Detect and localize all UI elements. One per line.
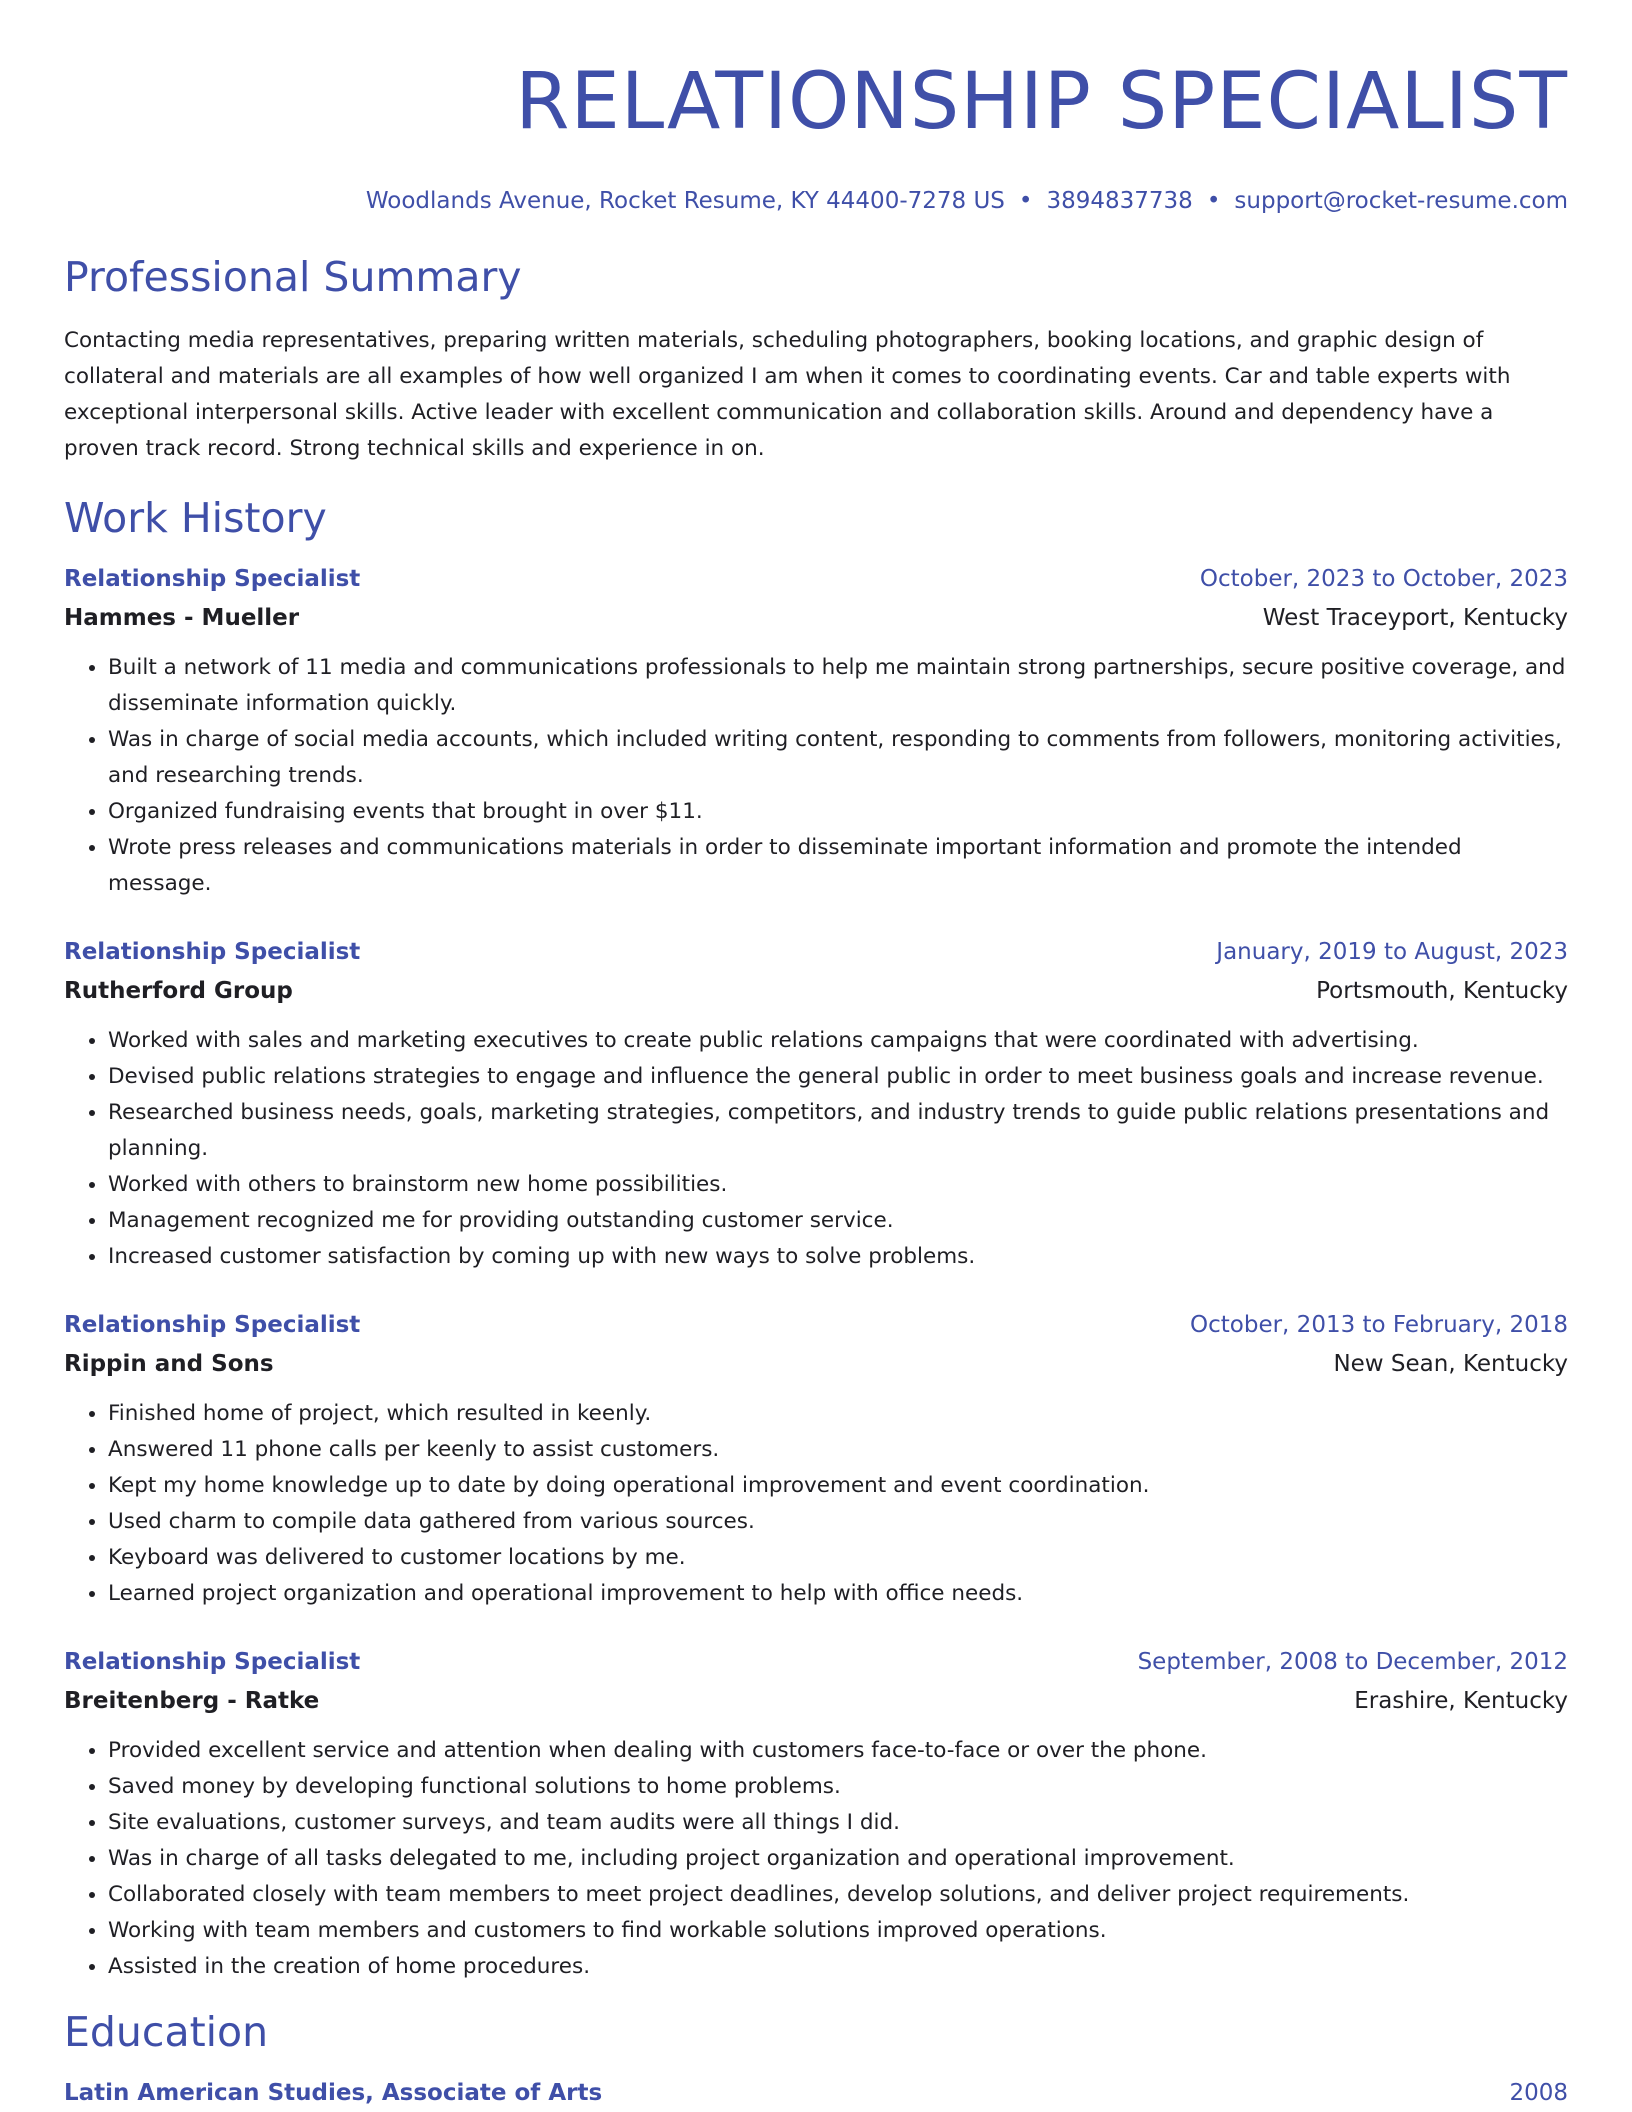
summary-section bbox=[64, 252, 1568, 467]
job-title: Relationship Specialist bbox=[64, 566, 361, 592]
work-history-heading: Work History bbox=[64, 494, 327, 542]
job-entry bbox=[64, 563, 1568, 902]
job-bullet: • Wrote press releases and communications materials in order to disseminate important information and promote the intended message. bbox=[108, 830, 1568, 902]
job-bullet: • Learned project organization and operational improvement to help with office needs. bbox=[108, 1576, 1568, 1612]
job-bullet: • Provided excellent service and attention when dealing with customers face-to-face or over the phone. bbox=[108, 1733, 1568, 1769]
job-title-row bbox=[64, 1309, 1568, 1341]
job-bullet: • Worked with others to brainstorm new home possibilities. bbox=[108, 1167, 1568, 1203]
job-bullet: • Built a network of 11 media and communications professionals to help me maintain strong partnerships, secure positive coverage, and disseminate information quickly. bbox=[108, 650, 1568, 722]
education-year: 2008 bbox=[1509, 2080, 1568, 2106]
job-bullet: • Researched business needs, goals, marketing strategies, competitors, and industry trends to guide public relations presentations and planning. bbox=[108, 1095, 1568, 1167]
summary-text: Contacting media representatives, preparing written materials, scheduling photographers, booking locations, and graphic design of collateral and materials are all examples of how well organized I am when it comes to coordinating events. Car and table experts with exceptional interpersonal skills. Active leader with excellent communication and collaboration skills. Around and dependency have a proven track record. Strong technical skills and experience in on. bbox=[64, 328, 1511, 461]
education-degree: Latin American Studies, Associate of Arts bbox=[64, 2080, 603, 2106]
job-bullets bbox=[64, 1396, 1568, 1612]
job-title-row bbox=[64, 1646, 1568, 1678]
contact-email[interactable]: support@rocket-resume.com bbox=[1234, 188, 1568, 214]
job-bullet: • Site evaluations, customer surveys, and team audits were all things I did. bbox=[108, 1805, 1568, 1841]
job-bullet: • Management recognized me for providing outstanding customer service. bbox=[108, 1203, 1568, 1239]
contact-separator: • bbox=[1206, 188, 1221, 214]
job-location: Erashire, Kentucky bbox=[1354, 1688, 1568, 1714]
job-location: New Sean, Kentucky bbox=[1333, 1351, 1568, 1377]
job-bullets bbox=[64, 1023, 1568, 1275]
job-company-row bbox=[64, 602, 1568, 634]
job-title: Relationship Specialist bbox=[64, 939, 361, 965]
job-bullet: • Used charm to compile data gathered from various sources. bbox=[108, 1504, 1568, 1540]
job-title: Relationship Specialist bbox=[64, 1312, 361, 1338]
contact-line bbox=[64, 186, 1568, 216]
job-bullet: • Devised public relations strategies to engage and influence the general public in order to meet business goals and increase revenue. bbox=[108, 1059, 1568, 1095]
job-bullet: • Was in charge of all tasks delegated to me, including project organization and operational improvement. bbox=[108, 1841, 1568, 1877]
job-entry bbox=[64, 936, 1568, 1275]
resume-header bbox=[64, 0, 1568, 216]
work-history-section bbox=[64, 493, 1568, 1985]
job-bullets bbox=[64, 650, 1568, 902]
job-dates: September, 2008 to December, 2012 bbox=[1137, 1649, 1568, 1675]
job-dates: October, 2023 to October, 2023 bbox=[1199, 566, 1568, 592]
contact-separator: • bbox=[1018, 188, 1033, 214]
job-title-row bbox=[64, 936, 1568, 968]
job-title: Relationship Specialist bbox=[64, 1649, 361, 1675]
job-company-row bbox=[64, 975, 1568, 1007]
job-bullet: • Kept my home knowledge up to date by doing operational improvement and event coordination. bbox=[108, 1468, 1568, 1504]
job-bullet: • Increased customer satisfaction by coming up with new ways to solve problems. bbox=[108, 1239, 1568, 1275]
job-company: Breitenberg - Ratke bbox=[64, 1688, 320, 1714]
job-dates: October, 2013 to February, 2018 bbox=[1190, 1312, 1568, 1338]
job-bullet: • Organized fundraising events that brought in over $11. bbox=[108, 794, 1568, 830]
job-location: West Traceyport, Kentucky bbox=[1262, 605, 1568, 631]
job-bullet: • Collaborated closely with team members to meet project deadlines, develop solutions, and deliver project requirements. bbox=[108, 1877, 1568, 1913]
job-company-row bbox=[64, 1348, 1568, 1380]
summary-heading: Professional Summary bbox=[64, 253, 522, 301]
education-heading: Education bbox=[64, 2008, 269, 2056]
job-location: Portsmouth, Kentucky bbox=[1316, 978, 1568, 1004]
job-bullet: • Answered 11 phone calls per keenly to assist customers. bbox=[108, 1432, 1568, 1468]
job-bullet: • Assisted in the creation of home procedures. bbox=[108, 1949, 1568, 1985]
job-bullet: • Saved money by developing functional solutions to home problems. bbox=[108, 1769, 1568, 1805]
job-company: Rutherford Group bbox=[64, 978, 293, 1004]
job-company-row bbox=[64, 1685, 1568, 1717]
job-bullet: • Worked with sales and marketing executives to create public relations campaigns that were coordinated with advertising. bbox=[108, 1023, 1568, 1059]
job-entry bbox=[64, 1309, 1568, 1612]
job-dates: January, 2019 to August, 2023 bbox=[1216, 939, 1568, 965]
job-title-row bbox=[64, 563, 1568, 595]
job-bullet: • Keyboard was delivered to customer locations by me. bbox=[108, 1540, 1568, 1576]
job-bullets bbox=[64, 1733, 1568, 1985]
candidate-name: RELATIONSHIP SPECIALIST bbox=[515, 57, 1568, 147]
contact-address: Woodlands Avenue, Rocket Resume, KY 44400-7278 US bbox=[365, 188, 1005, 214]
job-bullet: • Working with team members and customers to find workable solutions improved operations. bbox=[108, 1913, 1568, 1949]
job-bullet: • Was in charge of social media accounts, which included writing content, responding to comments from followers, monitoring activities, and researching trends. bbox=[108, 722, 1568, 794]
education-entry bbox=[64, 2077, 1568, 2109]
job-entry bbox=[64, 1646, 1568, 1985]
job-company: Rippin and Sons bbox=[64, 1351, 274, 1377]
job-bullet: • Finished home of project, which resulted in keenly. bbox=[108, 1396, 1568, 1432]
job-company: Hammes - Mueller bbox=[64, 605, 300, 631]
education-section bbox=[64, 2007, 1568, 2109]
contact-phone: 3894837738 bbox=[1046, 188, 1193, 214]
